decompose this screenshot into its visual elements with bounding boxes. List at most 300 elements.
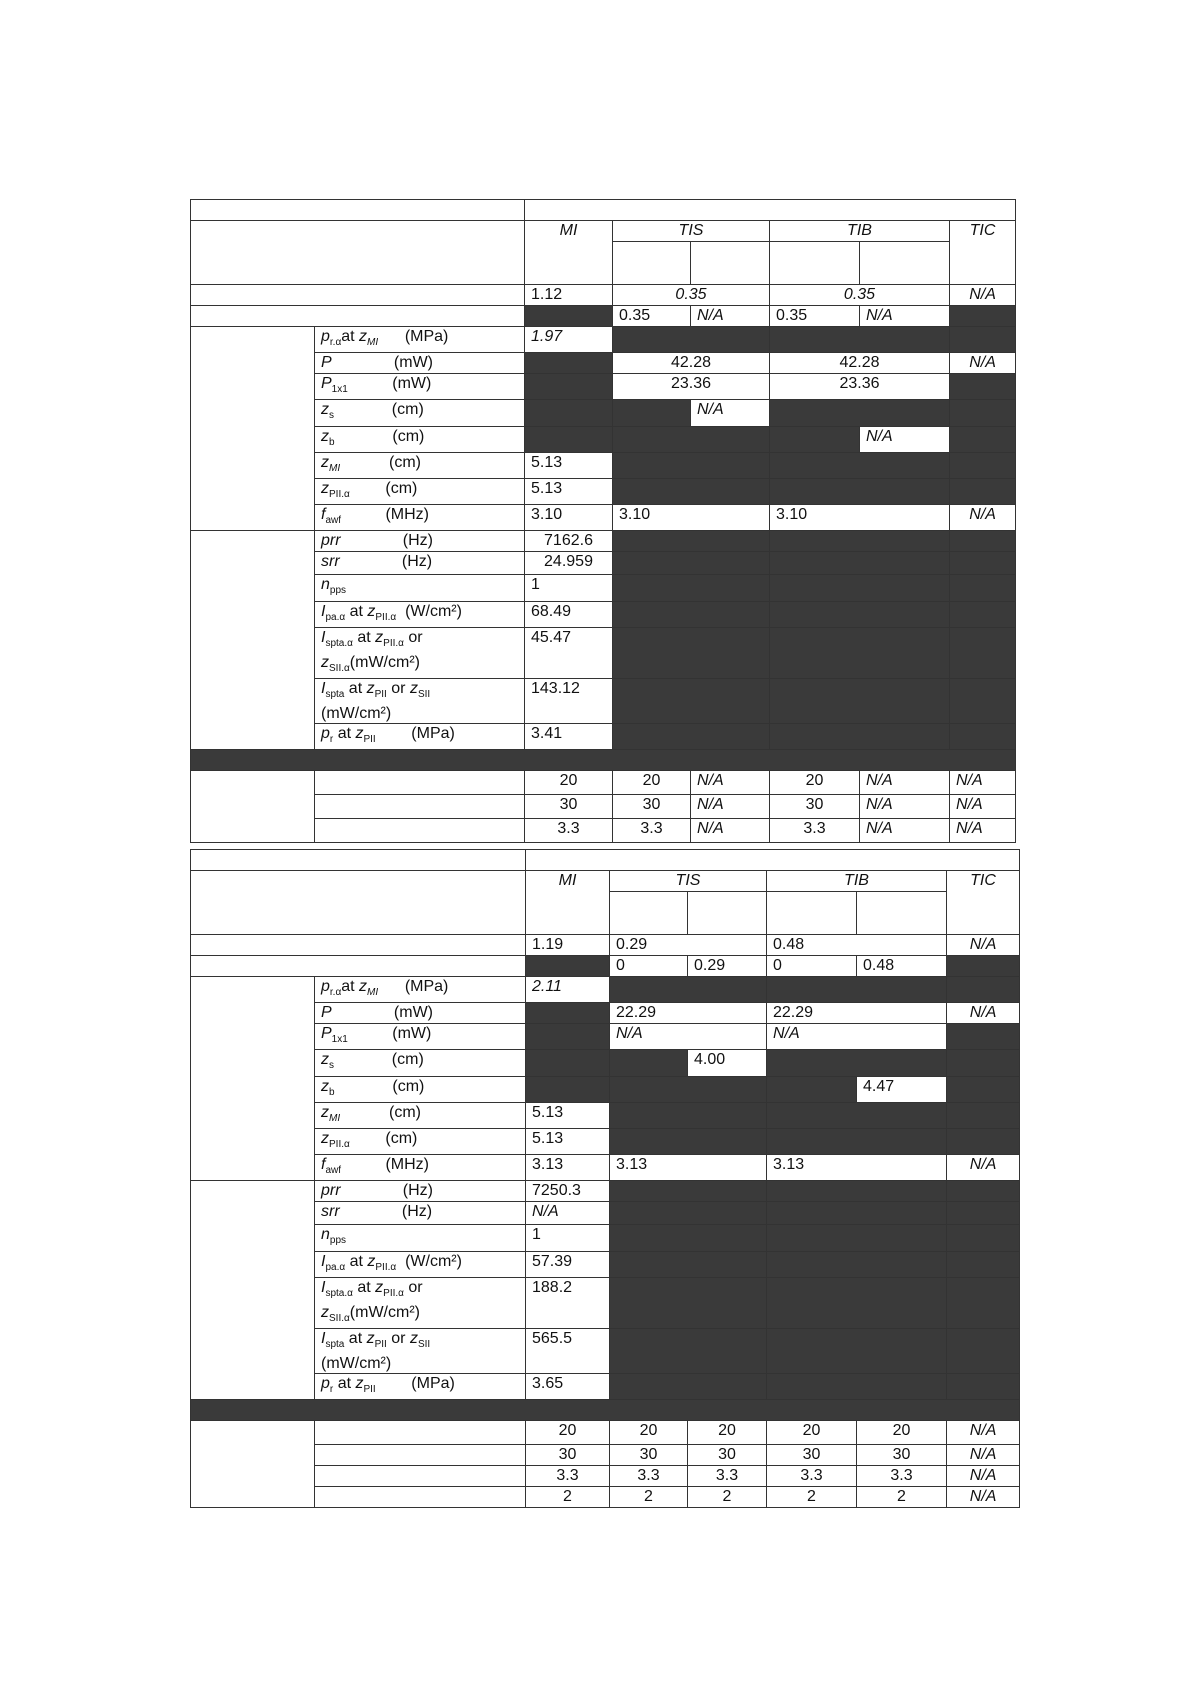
shaded-cell	[770, 552, 950, 575]
shaded-cell	[950, 374, 1016, 400]
shaded-cell	[947, 1329, 1020, 1374]
param-npps: $n_{pps}$	[315, 575, 525, 601]
table-row	[191, 1155, 1020, 1181]
cell: 2	[526, 1487, 610, 1508]
shaded-cell	[950, 400, 1016, 426]
control-label	[315, 1487, 526, 1508]
shaded-cell	[526, 1050, 610, 1076]
shaded-cell	[525, 353, 613, 374]
shaded-cell	[767, 1251, 947, 1277]
header-tib: TIB	[770, 221, 950, 242]
shaded-cell	[613, 452, 770, 478]
shaded-cell	[613, 327, 770, 353]
group-label	[191, 1181, 315, 1400]
cell: 3.3	[767, 1466, 857, 1487]
table-row	[191, 327, 1016, 353]
shaded-cell	[525, 374, 613, 400]
shaded-cell	[947, 1277, 1020, 1328]
shaded-cell	[613, 575, 770, 601]
cell: 0.35	[613, 306, 691, 327]
shaded-cell	[767, 1329, 947, 1374]
cell: N/A	[950, 505, 1016, 531]
table-row	[191, 1181, 1020, 1202]
shaded-cell	[613, 724, 770, 750]
cell: N/A	[947, 1445, 1020, 1466]
shaded-cell	[947, 1050, 1020, 1076]
cell: N/A	[860, 306, 950, 327]
cell: 3.3	[610, 1466, 688, 1487]
cell: 3.3	[526, 1466, 610, 1487]
cell: 30	[610, 1445, 688, 1466]
cell: 0	[767, 956, 857, 977]
cell: 1	[525, 575, 613, 601]
cell: 2.11	[526, 977, 610, 1003]
shaded-cell	[950, 679, 1016, 724]
cell: 4.00	[688, 1050, 767, 1076]
row-label	[191, 306, 525, 327]
shaded-cell	[770, 452, 950, 478]
cell: 30	[613, 795, 691, 819]
cell: 7162.6	[525, 531, 613, 552]
param-zb: $z_b$ (cm)	[315, 426, 525, 452]
cell: 2	[688, 1487, 767, 1508]
shaded-cell	[770, 327, 950, 353]
shaded-cell	[610, 1076, 767, 1102]
param-zs: $z_s$ (cm)	[315, 1050, 526, 1076]
cell: 3.41	[525, 724, 613, 750]
shaded-cell	[950, 601, 1016, 627]
shaded-cell	[767, 1181, 947, 1202]
table-row	[191, 871, 1020, 892]
cell: 30	[770, 795, 860, 819]
table-row	[191, 1024, 1020, 1050]
control-label	[315, 771, 525, 795]
shaded-cell	[613, 426, 770, 452]
cell: 3.10	[770, 505, 950, 531]
shaded-divider-row	[191, 1400, 1020, 1421]
group-label	[191, 1421, 315, 1508]
param-ispta-a: $I_{spta.\alpha}$ at $z_{PII.\alpha}$ or $z_{SII.\alpha}(mW/cm^2)$	[315, 627, 525, 678]
cell: 2	[857, 1487, 947, 1508]
table-row	[191, 1400, 1020, 1421]
cell: 30	[767, 1445, 857, 1466]
cell: N/A	[950, 819, 1016, 843]
cell: 24.959	[525, 552, 613, 575]
header-tis: TIS	[610, 871, 767, 892]
table-row	[191, 1329, 1020, 1374]
shaded-cell	[947, 1202, 1020, 1225]
cell: N/A	[860, 771, 950, 795]
table-row	[191, 771, 1016, 795]
title-cell	[525, 200, 1016, 221]
cell: 0.48	[857, 956, 947, 977]
shaded-cell	[770, 478, 950, 504]
shaded-cell	[950, 552, 1016, 575]
cell: N/A	[947, 1421, 1020, 1445]
cell: 0	[610, 956, 688, 977]
table-row	[191, 200, 1016, 221]
table-row	[191, 601, 1016, 627]
cell: 3.13	[767, 1155, 947, 1181]
header-tic: TIC	[950, 221, 1016, 285]
cell: 0.29	[688, 956, 767, 977]
cell: N/A	[950, 795, 1016, 819]
header-mi: MI	[525, 221, 613, 285]
cell: 3.10	[525, 505, 613, 531]
param-pr-zmi: $p_{r.\alpha}at$ $z_{MI}$ (MPa)	[315, 977, 526, 1003]
title-cell	[526, 850, 1020, 871]
table-row	[191, 426, 1016, 452]
table-row	[191, 221, 1016, 242]
shaded-cell	[950, 531, 1016, 552]
param-zb: $z_b$ (cm)	[315, 1076, 526, 1102]
param-fawf: $f_{awf}$ (MHz)	[315, 505, 525, 531]
acoustic-output-table-2	[190, 849, 1020, 1508]
table-row	[191, 627, 1016, 678]
shaded-cell	[767, 1128, 947, 1154]
cell: 22.29	[610, 1003, 767, 1024]
cell: 45.47	[525, 627, 613, 678]
shaded-cell	[610, 1181, 767, 1202]
table-row	[191, 1421, 1020, 1445]
param-ispta: $I_{spta}$ at $z_{PII}$ or $z_{SII}$ (mW/cm²)	[315, 1329, 526, 1374]
cell: N/A	[691, 400, 770, 426]
cell: 23.36	[770, 374, 950, 400]
subheader-cell	[767, 892, 857, 935]
shaded-cell	[610, 1225, 767, 1251]
shaded-cell	[526, 1003, 610, 1024]
row-label	[191, 285, 525, 306]
control-label	[315, 1466, 526, 1487]
shaded-cell	[950, 426, 1016, 452]
cell: 30	[525, 795, 613, 819]
cell: N/A	[610, 1024, 767, 1050]
shaded-cell	[767, 1277, 947, 1328]
shaded-cell	[610, 1277, 767, 1328]
param-ipa: $I_{pa.\alpha}$ at $z_{PII.\alpha}$ (W/cm²)	[315, 601, 525, 627]
cell: N/A	[691, 795, 770, 819]
table-row	[191, 850, 1020, 871]
param-p: P (mW)	[315, 1003, 526, 1024]
table-row	[191, 1202, 1020, 1225]
shaded-cell	[770, 575, 950, 601]
cell: 20	[767, 1421, 857, 1445]
cell: 42.28	[770, 353, 950, 374]
cell: N/A	[950, 771, 1016, 795]
shaded-cell	[947, 1128, 1020, 1154]
shaded-cell	[613, 552, 770, 575]
cell: 20	[613, 771, 691, 795]
shaded-cell	[770, 627, 950, 678]
shaded-cell	[526, 1024, 610, 1050]
param-prr: prr (Hz)	[315, 1181, 526, 1202]
cell: 3.13	[610, 1155, 767, 1181]
shaded-cell	[947, 1181, 1020, 1202]
cell: 1.12	[525, 285, 613, 306]
cell: 143.12	[525, 679, 613, 724]
cell: 30	[526, 1445, 610, 1466]
subheader-cell	[688, 892, 767, 935]
control-label	[315, 1445, 526, 1466]
shaded-cell	[613, 601, 770, 627]
cell: N/A	[947, 1487, 1020, 1508]
table-row	[191, 1277, 1020, 1328]
param-p: P (mW)	[315, 353, 525, 374]
shaded-cell	[767, 1050, 947, 1076]
table-row	[191, 285, 1016, 306]
header-mi: MI	[526, 871, 610, 935]
table-row	[191, 1128, 1020, 1154]
shaded-cell	[947, 1374, 1020, 1400]
param-pr-zpii: $p_r$ at $z_{PII}$ (MPa)	[315, 1374, 526, 1400]
shaded-cell	[767, 1076, 857, 1102]
title-cell	[191, 850, 526, 871]
cell: 1.19	[526, 935, 610, 956]
cell: N/A	[860, 426, 950, 452]
shaded-cell	[950, 327, 1016, 353]
title-cell	[191, 200, 525, 221]
cell: 3.3	[857, 1466, 947, 1487]
shaded-cell	[767, 1225, 947, 1251]
cell: N/A	[691, 819, 770, 843]
param-ispta: $I_{spta}$ at $z_{PII}$ or $z_{SII}$ (mW/cm²)	[315, 679, 525, 724]
table-row	[191, 306, 1016, 327]
table-row	[191, 1466, 1020, 1487]
shaded-cell	[947, 956, 1020, 977]
table-row	[191, 795, 1016, 819]
param-pr-zpii: $p_r$ at $z_{PII}$ (MPa)	[315, 724, 525, 750]
cell: N/A	[947, 1003, 1020, 1024]
cell: 1	[526, 1225, 610, 1251]
shaded-cell	[610, 977, 767, 1003]
shaded-cell	[613, 627, 770, 678]
table-row	[191, 679, 1016, 724]
table-row	[191, 1102, 1020, 1128]
shaded-cell	[613, 679, 770, 724]
param-p1x1: $P_{1x1}$ (mW)	[315, 1024, 526, 1050]
cell: 22.29	[767, 1003, 947, 1024]
cell: 20	[610, 1421, 688, 1445]
acoustic-output-table-1	[190, 199, 1016, 843]
param-ispta-a: $I_{spta.\alpha}$ at $z_{PII.\alpha}$ or $z_{SII.\alpha}(mW/cm^2)$	[315, 1277, 526, 1328]
cell: 3.3	[525, 819, 613, 843]
cell: 42.28	[613, 353, 770, 374]
table-row	[191, 478, 1016, 504]
subheader-cell	[860, 242, 950, 285]
shaded-cell	[950, 627, 1016, 678]
cell: N/A	[947, 1155, 1020, 1181]
cell: N/A	[947, 935, 1020, 956]
param-zpii: $z_{PII.\alpha}$ (cm)	[315, 478, 525, 504]
table-row	[191, 1003, 1020, 1024]
table-row	[191, 956, 1020, 977]
cell: 68.49	[525, 601, 613, 627]
shaded-cell	[950, 575, 1016, 601]
param-srr: srr (Hz)	[315, 1202, 526, 1225]
table-row	[191, 1445, 1020, 1466]
shaded-cell	[770, 679, 950, 724]
cell: 3.3	[688, 1466, 767, 1487]
table-row	[191, 374, 1016, 400]
param-pr-zmi: $p_{r.\alpha}at$ $z_{MI}$ (MPa)	[315, 327, 525, 353]
shaded-cell	[610, 1329, 767, 1374]
cell: N/A	[691, 771, 770, 795]
shaded-cell	[526, 956, 610, 977]
cell: 0.29	[610, 935, 767, 956]
shaded-cell	[947, 977, 1020, 1003]
shaded-cell	[947, 1024, 1020, 1050]
subheader-cell	[610, 892, 688, 935]
shaded-cell	[767, 1374, 947, 1400]
cell: N/A	[947, 1466, 1020, 1487]
param-zpii: $z_{PII.\alpha}$ (cm)	[315, 1128, 526, 1154]
table-row	[191, 819, 1016, 843]
shaded-cell	[613, 478, 770, 504]
cell: 5.13	[526, 1102, 610, 1128]
shaded-cell	[610, 1102, 767, 1128]
shaded-cell	[947, 1102, 1020, 1128]
table-row	[191, 750, 1016, 771]
table-row	[191, 575, 1016, 601]
table-row	[191, 452, 1016, 478]
cell: 20	[525, 771, 613, 795]
cell: 0.35	[770, 285, 950, 306]
table-row	[191, 353, 1016, 374]
shaded-cell	[610, 1202, 767, 1225]
shaded-cell	[525, 400, 613, 426]
table-row	[191, 400, 1016, 426]
shaded-cell	[947, 1251, 1020, 1277]
cell: 20	[688, 1421, 767, 1445]
shaded-cell	[613, 531, 770, 552]
cell: 0.48	[767, 935, 947, 956]
shaded-cell	[950, 306, 1016, 327]
cell: 7250.3	[526, 1181, 610, 1202]
shaded-cell	[767, 977, 947, 1003]
group-label	[191, 771, 315, 843]
table-row	[191, 531, 1016, 552]
shaded-cell	[610, 1251, 767, 1277]
cell: 23.36	[613, 374, 770, 400]
cell: 4.47	[857, 1076, 947, 1102]
header-tic: TIC	[947, 871, 1020, 935]
cell: N/A	[526, 1202, 610, 1225]
cell: 20	[770, 771, 860, 795]
shaded-cell	[610, 1374, 767, 1400]
shaded-cell	[610, 1050, 688, 1076]
row-label	[191, 956, 526, 977]
param-ipa: $I_{pa.\alpha}$ at $z_{PII.\alpha}$ (W/cm²)	[315, 1251, 526, 1277]
param-p1x1: $P_{1x1}$ (mW)	[315, 374, 525, 400]
cell: N/A	[767, 1024, 947, 1050]
shaded-cell	[770, 601, 950, 627]
shaded-cell	[947, 1225, 1020, 1251]
subheader-cell	[613, 242, 691, 285]
group-label	[191, 977, 315, 1181]
header-tis: TIS	[613, 221, 770, 242]
table-row	[191, 724, 1016, 750]
param-zmi: $z_{MI}$ (cm)	[315, 452, 525, 478]
param-zs: $z_s$ (cm)	[315, 400, 525, 426]
table-row	[191, 1076, 1020, 1102]
cell: 0.35	[770, 306, 860, 327]
shaded-cell	[767, 1102, 947, 1128]
control-label	[315, 795, 525, 819]
cell: 57.39	[526, 1251, 610, 1277]
cell: N/A	[860, 819, 950, 843]
shaded-cell	[770, 724, 950, 750]
cell: 1.97	[525, 327, 613, 353]
table-row	[191, 1251, 1020, 1277]
control-label	[315, 819, 525, 843]
param-fawf: $f_{awf}$ (MHz)	[315, 1155, 526, 1181]
table-row	[191, 1050, 1020, 1076]
shaded-cell	[950, 724, 1016, 750]
group-label	[191, 327, 315, 531]
shaded-cell	[525, 426, 613, 452]
param-npps: $n_{pps}$	[315, 1225, 526, 1251]
cell: 20	[526, 1421, 610, 1445]
subheader-cell	[691, 242, 770, 285]
group-label	[191, 531, 315, 750]
table-row	[191, 977, 1020, 1003]
shaded-cell	[613, 400, 691, 426]
header-label-cell	[191, 871, 526, 935]
subheader-cell	[770, 242, 860, 285]
table-row	[191, 935, 1020, 956]
param-srr: srr (Hz)	[315, 552, 525, 575]
table-row	[191, 505, 1016, 531]
cell: N/A	[691, 306, 770, 327]
shaded-cell	[526, 1076, 610, 1102]
cell: 5.13	[526, 1128, 610, 1154]
shaded-cell	[950, 478, 1016, 504]
cell: 188.2	[526, 1277, 610, 1328]
cell: 565.5	[526, 1329, 610, 1374]
control-label	[315, 1421, 526, 1445]
cell: 3.65	[526, 1374, 610, 1400]
cell: 30	[857, 1445, 947, 1466]
table-row	[191, 1487, 1020, 1508]
cell: 3.3	[770, 819, 860, 843]
shaded-cell	[950, 452, 1016, 478]
cell: 3.10	[613, 505, 770, 531]
cell: 5.13	[525, 478, 613, 504]
cell: 3.13	[526, 1155, 610, 1181]
table-row	[191, 1374, 1020, 1400]
row-label	[191, 935, 526, 956]
shaded-divider-row	[191, 750, 1016, 771]
cell: 3.3	[613, 819, 691, 843]
shaded-cell	[770, 531, 950, 552]
cell: N/A	[950, 285, 1016, 306]
table-row	[191, 552, 1016, 575]
cell: 5.13	[525, 452, 613, 478]
cell: 30	[688, 1445, 767, 1466]
cell: 0.35	[613, 285, 770, 306]
param-prr: prr (Hz)	[315, 531, 525, 552]
subheader-cell	[857, 892, 947, 935]
header-tib: TIB	[767, 871, 947, 892]
shaded-cell	[770, 400, 950, 426]
table-row	[191, 1225, 1020, 1251]
cell: N/A	[950, 353, 1016, 374]
param-zmi: $z_{MI}$ (cm)	[315, 1102, 526, 1128]
shaded-cell	[525, 306, 613, 327]
cell: 2	[610, 1487, 688, 1508]
cell: 2	[767, 1487, 857, 1508]
shaded-cell	[610, 1128, 767, 1154]
